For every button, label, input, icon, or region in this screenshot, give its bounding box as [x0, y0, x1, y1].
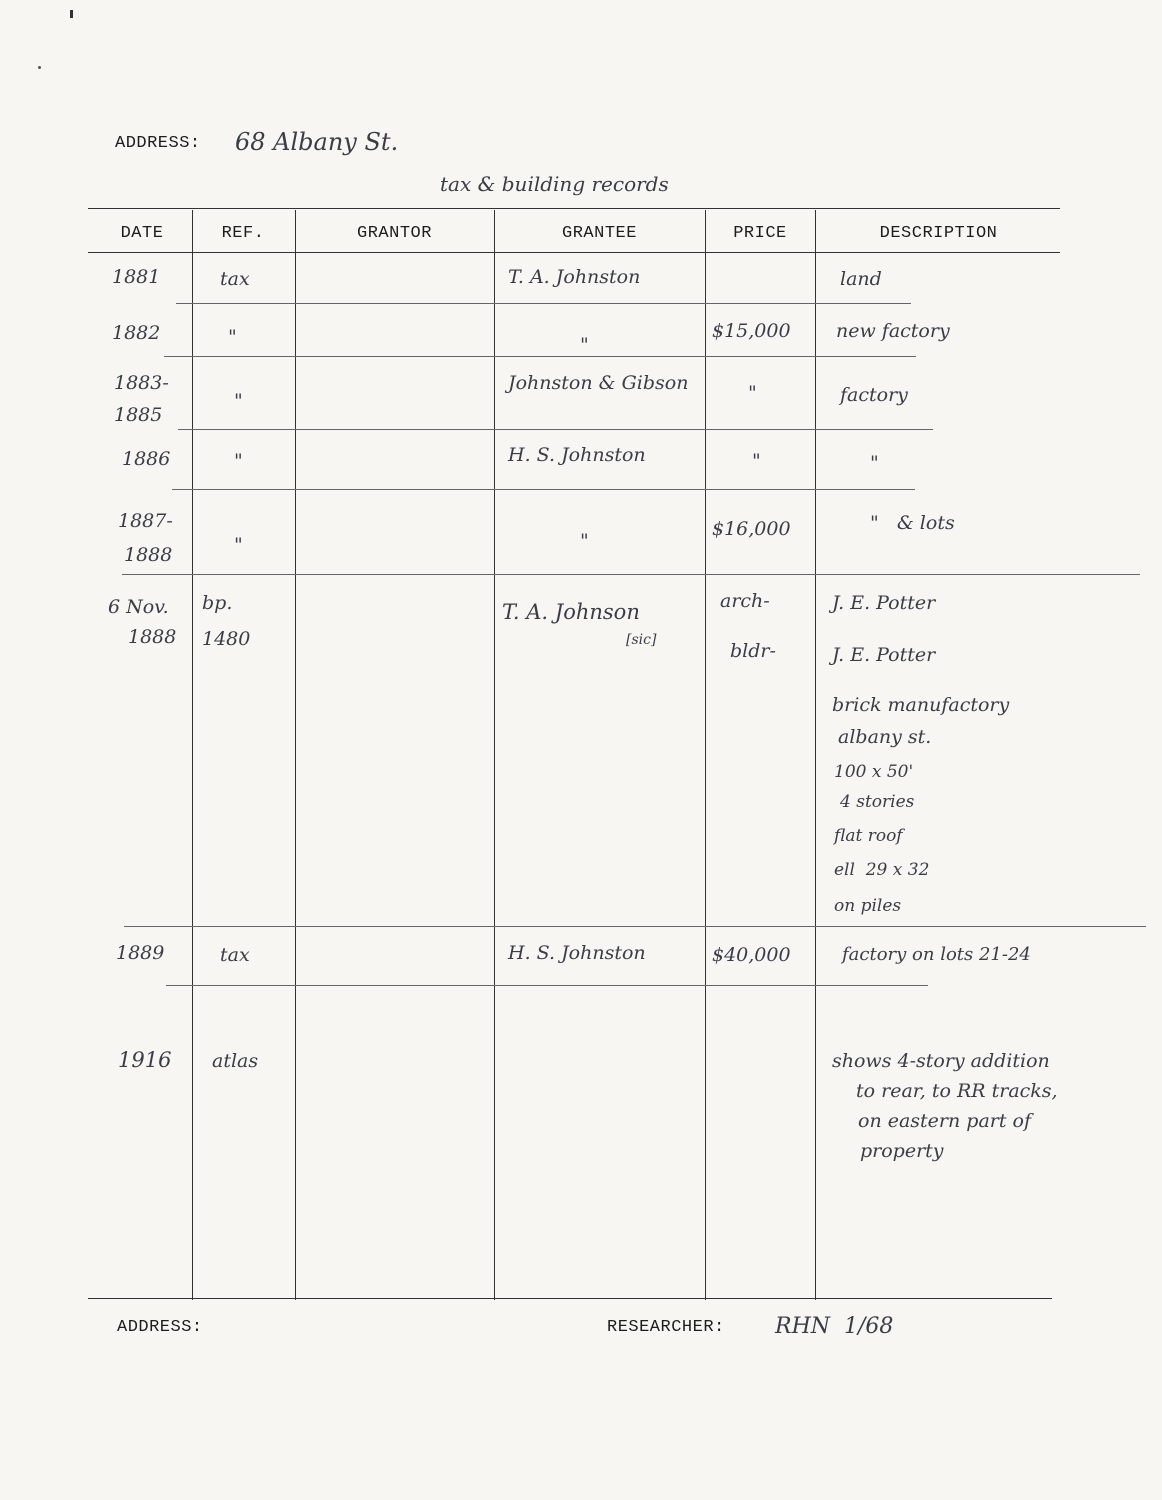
corner-mark: [70, 10, 73, 18]
row-ref: bp.: [202, 592, 233, 614]
description-line: to rear, to RR tracks,: [856, 1080, 1058, 1102]
row-date-continued: 1888: [124, 544, 173, 566]
row-ref: atlas: [212, 1050, 259, 1072]
row-description: new factory: [836, 320, 950, 342]
row-description: land: [840, 268, 882, 290]
row-description: " & lots: [870, 512, 955, 534]
row-divider: [172, 489, 915, 490]
row-price-continued: bldr-: [730, 640, 776, 662]
description-line: on piles: [834, 896, 902, 916]
column-header-grantee: GRANTEE: [562, 224, 637, 243]
description-line: brick manufactory: [832, 694, 1010, 716]
row-grantee: Johnston & Gibson: [508, 372, 689, 394]
description-line: flat roof: [834, 826, 903, 846]
description-line: J. E. Potter: [832, 592, 936, 614]
row-divider: [178, 429, 933, 430]
column-header-grantor: GRANTOR: [357, 224, 432, 243]
column-divider: [494, 210, 495, 1300]
description-line: J. E. Potter: [832, 644, 936, 666]
row-ref-continued: 1480: [202, 628, 251, 650]
row-divider: [176, 303, 911, 304]
description-line: 100 x 50': [834, 762, 914, 782]
researcher-value: RHN 1/68: [775, 1314, 894, 1339]
description-line: shows 4-story addition: [832, 1050, 1050, 1072]
row-ref: ": [234, 450, 243, 472]
row-date-continued: 1888: [128, 626, 177, 648]
row-description: ": [870, 452, 879, 474]
row-price: ": [752, 450, 761, 472]
row-price: $15,000: [712, 320, 791, 342]
row-divider: [164, 356, 916, 357]
row-price: $16,000: [712, 518, 791, 540]
description-line: on eastern part of: [858, 1110, 1031, 1132]
record-subtitle: tax & building records: [440, 172, 669, 196]
description-line: 4 stories: [840, 792, 915, 812]
column-header-date: DATE: [120, 224, 164, 243]
row-grantee: T. A. Johnston: [508, 266, 641, 288]
column-divider: [192, 210, 193, 1300]
row-date: 1886: [122, 448, 171, 470]
row-price: ": [748, 382, 757, 404]
row-ref: tax: [220, 268, 250, 290]
row-date: 6 Nov.: [108, 596, 169, 618]
description-line: ell 29 x 32: [834, 860, 930, 880]
row-date: 1887-: [118, 510, 173, 532]
row-divider: [166, 985, 928, 986]
table-top-rule: [88, 208, 1060, 209]
row-grantee: ": [580, 530, 589, 552]
column-divider: [705, 210, 706, 1300]
row-ref: ": [234, 534, 243, 556]
row-price: arch-: [720, 590, 770, 612]
row-description: factory: [840, 384, 908, 406]
row-date: 1882: [112, 322, 161, 344]
row-ref: ": [228, 326, 237, 348]
column-header-price: PRICE: [733, 224, 787, 243]
row-date: 1881: [112, 266, 161, 288]
row-grantee: ": [580, 334, 589, 356]
corner-mark: [38, 66, 41, 69]
row-ref: tax: [220, 944, 250, 966]
row-divider: [124, 926, 1146, 927]
row-grantee: H. S. Johnston: [508, 444, 646, 466]
column-divider: [815, 210, 816, 1300]
row-grantee: H. S. Johnston: [508, 942, 646, 964]
row-price: $40,000: [712, 944, 791, 966]
address-label: ADDRESS:: [115, 134, 201, 153]
row-description: factory on lots 21-24: [842, 944, 1031, 965]
description-line: property: [860, 1140, 944, 1162]
footer-address-label: ADDRESS:: [117, 1318, 203, 1337]
row-date: 1916: [118, 1048, 172, 1072]
row-grantee-note: [sic]: [626, 632, 657, 648]
column-divider: [295, 210, 296, 1300]
description-line: albany st.: [838, 726, 932, 748]
row-date: 1889: [116, 942, 165, 964]
researcher-label: RESEARCHER:: [607, 1318, 725, 1337]
row-date: 1883-: [114, 372, 169, 394]
header-bottom-rule: [88, 252, 1060, 253]
row-divider: [122, 574, 1140, 575]
row-grantee: T. A. Johnson: [502, 600, 640, 624]
address-value: 68 Albany St.: [235, 128, 399, 156]
row-ref: ": [234, 390, 243, 412]
column-header-description: DESCRIPTION: [879, 224, 998, 243]
column-header-ref: REF.: [221, 224, 265, 243]
table-bottom-rule: [88, 1298, 1052, 1299]
row-date-continued: 1885: [114, 404, 163, 426]
